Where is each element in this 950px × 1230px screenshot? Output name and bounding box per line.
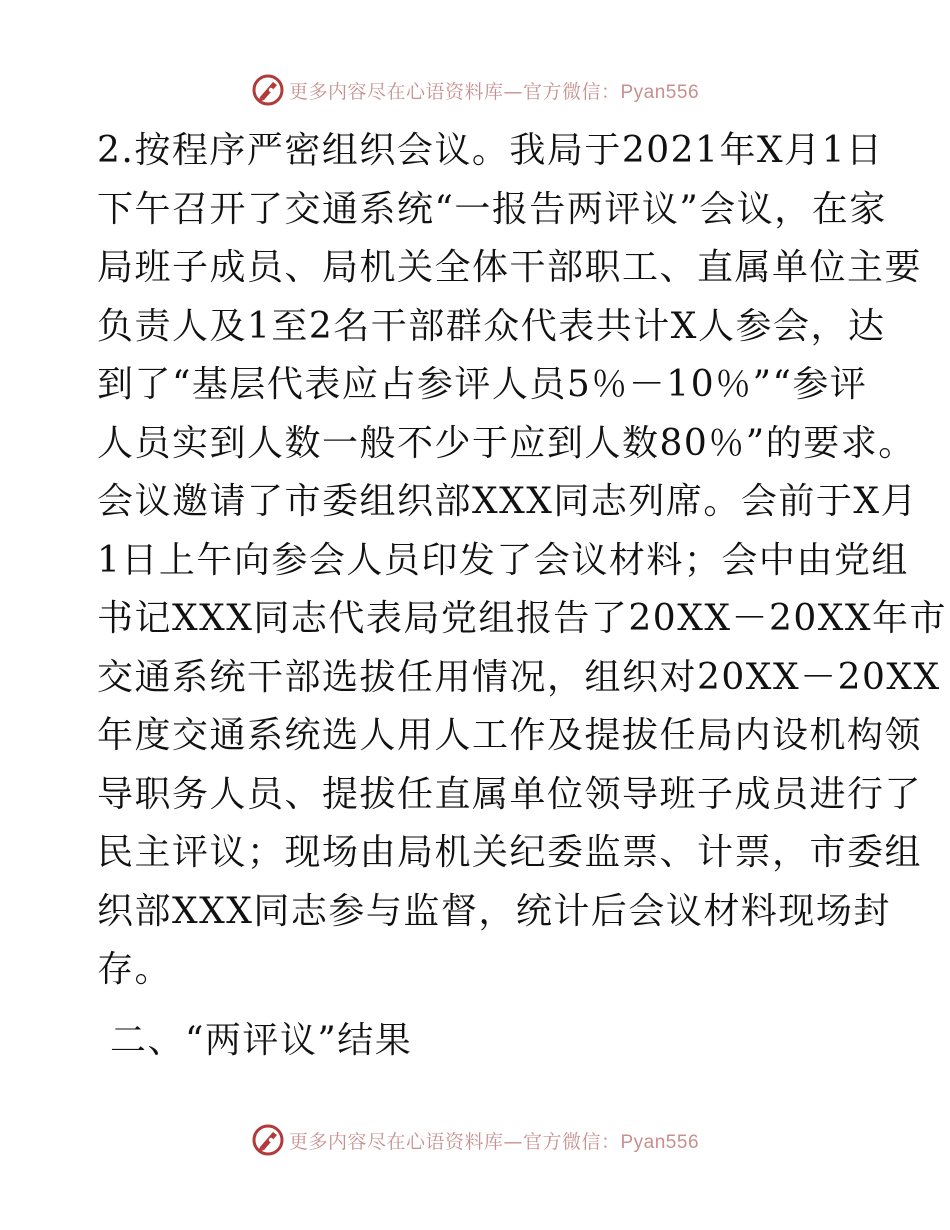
text-line: 会议邀请了市委组织部XXX同志列席。会前于X月: [97, 481, 919, 522]
text-line: 织部XXX同志参与监督，统计后会议材料现场封: [97, 890, 891, 932]
footer-watermark: [0, 1120, 950, 1160]
text-line: 年度交通系统选人用人工作及提拔任局内设机构领: [97, 715, 923, 756]
text-line: 局班子成员、局机关全体干部职工、直属单位主要: [97, 247, 923, 288]
text-line: 交通系统干部选拔任用情况，组织对20XX－20XX: [97, 656, 941, 698]
text-line: 存。: [97, 949, 173, 990]
text-line: 书记XXX同志代表局党组报告了20XX－20XX年市: [97, 598, 948, 639]
text-line: 导职务人员、提拔任直属单位领导班子成员进行了: [97, 773, 923, 815]
watermark-text: 更多内容尽在心语资料库—官方微信：Pyan556: [288, 80, 700, 103]
text-line: 负责人及1至2名干部群众代表共计X人参会，达: [97, 305, 886, 347]
text-line: 下午召开了交通系统“一报告两评议”会议，在家: [97, 188, 887, 230]
section-heading: 二、“两评议”结果: [110, 1020, 413, 1061]
text-line: 人员实到人数一般不少于应到人数80％”的要求。: [97, 422, 916, 464]
document-body: [97, 122, 948, 1000]
text-line: 1日上午向参会人员印发了会议材料；会中由党组: [97, 539, 909, 581]
pen-seal-icon: [251, 1123, 285, 1157]
body-paragraph: [97, 122, 948, 1000]
text-line: 到了“基层代表应占参评人员5％－10％”“参评: [97, 364, 868, 405]
pen-seal-icon: [251, 73, 285, 107]
header-watermark: [0, 70, 950, 110]
text-line: 2.按程序严密组织会议。我局于2021年X月1日: [97, 130, 884, 171]
text-line: 民主评议；现场由局机关纪委监票、计票，市委组: [97, 832, 923, 873]
watermark-text: 更多内容尽在心语资料库—官方微信：Pyan556: [288, 1130, 700, 1153]
